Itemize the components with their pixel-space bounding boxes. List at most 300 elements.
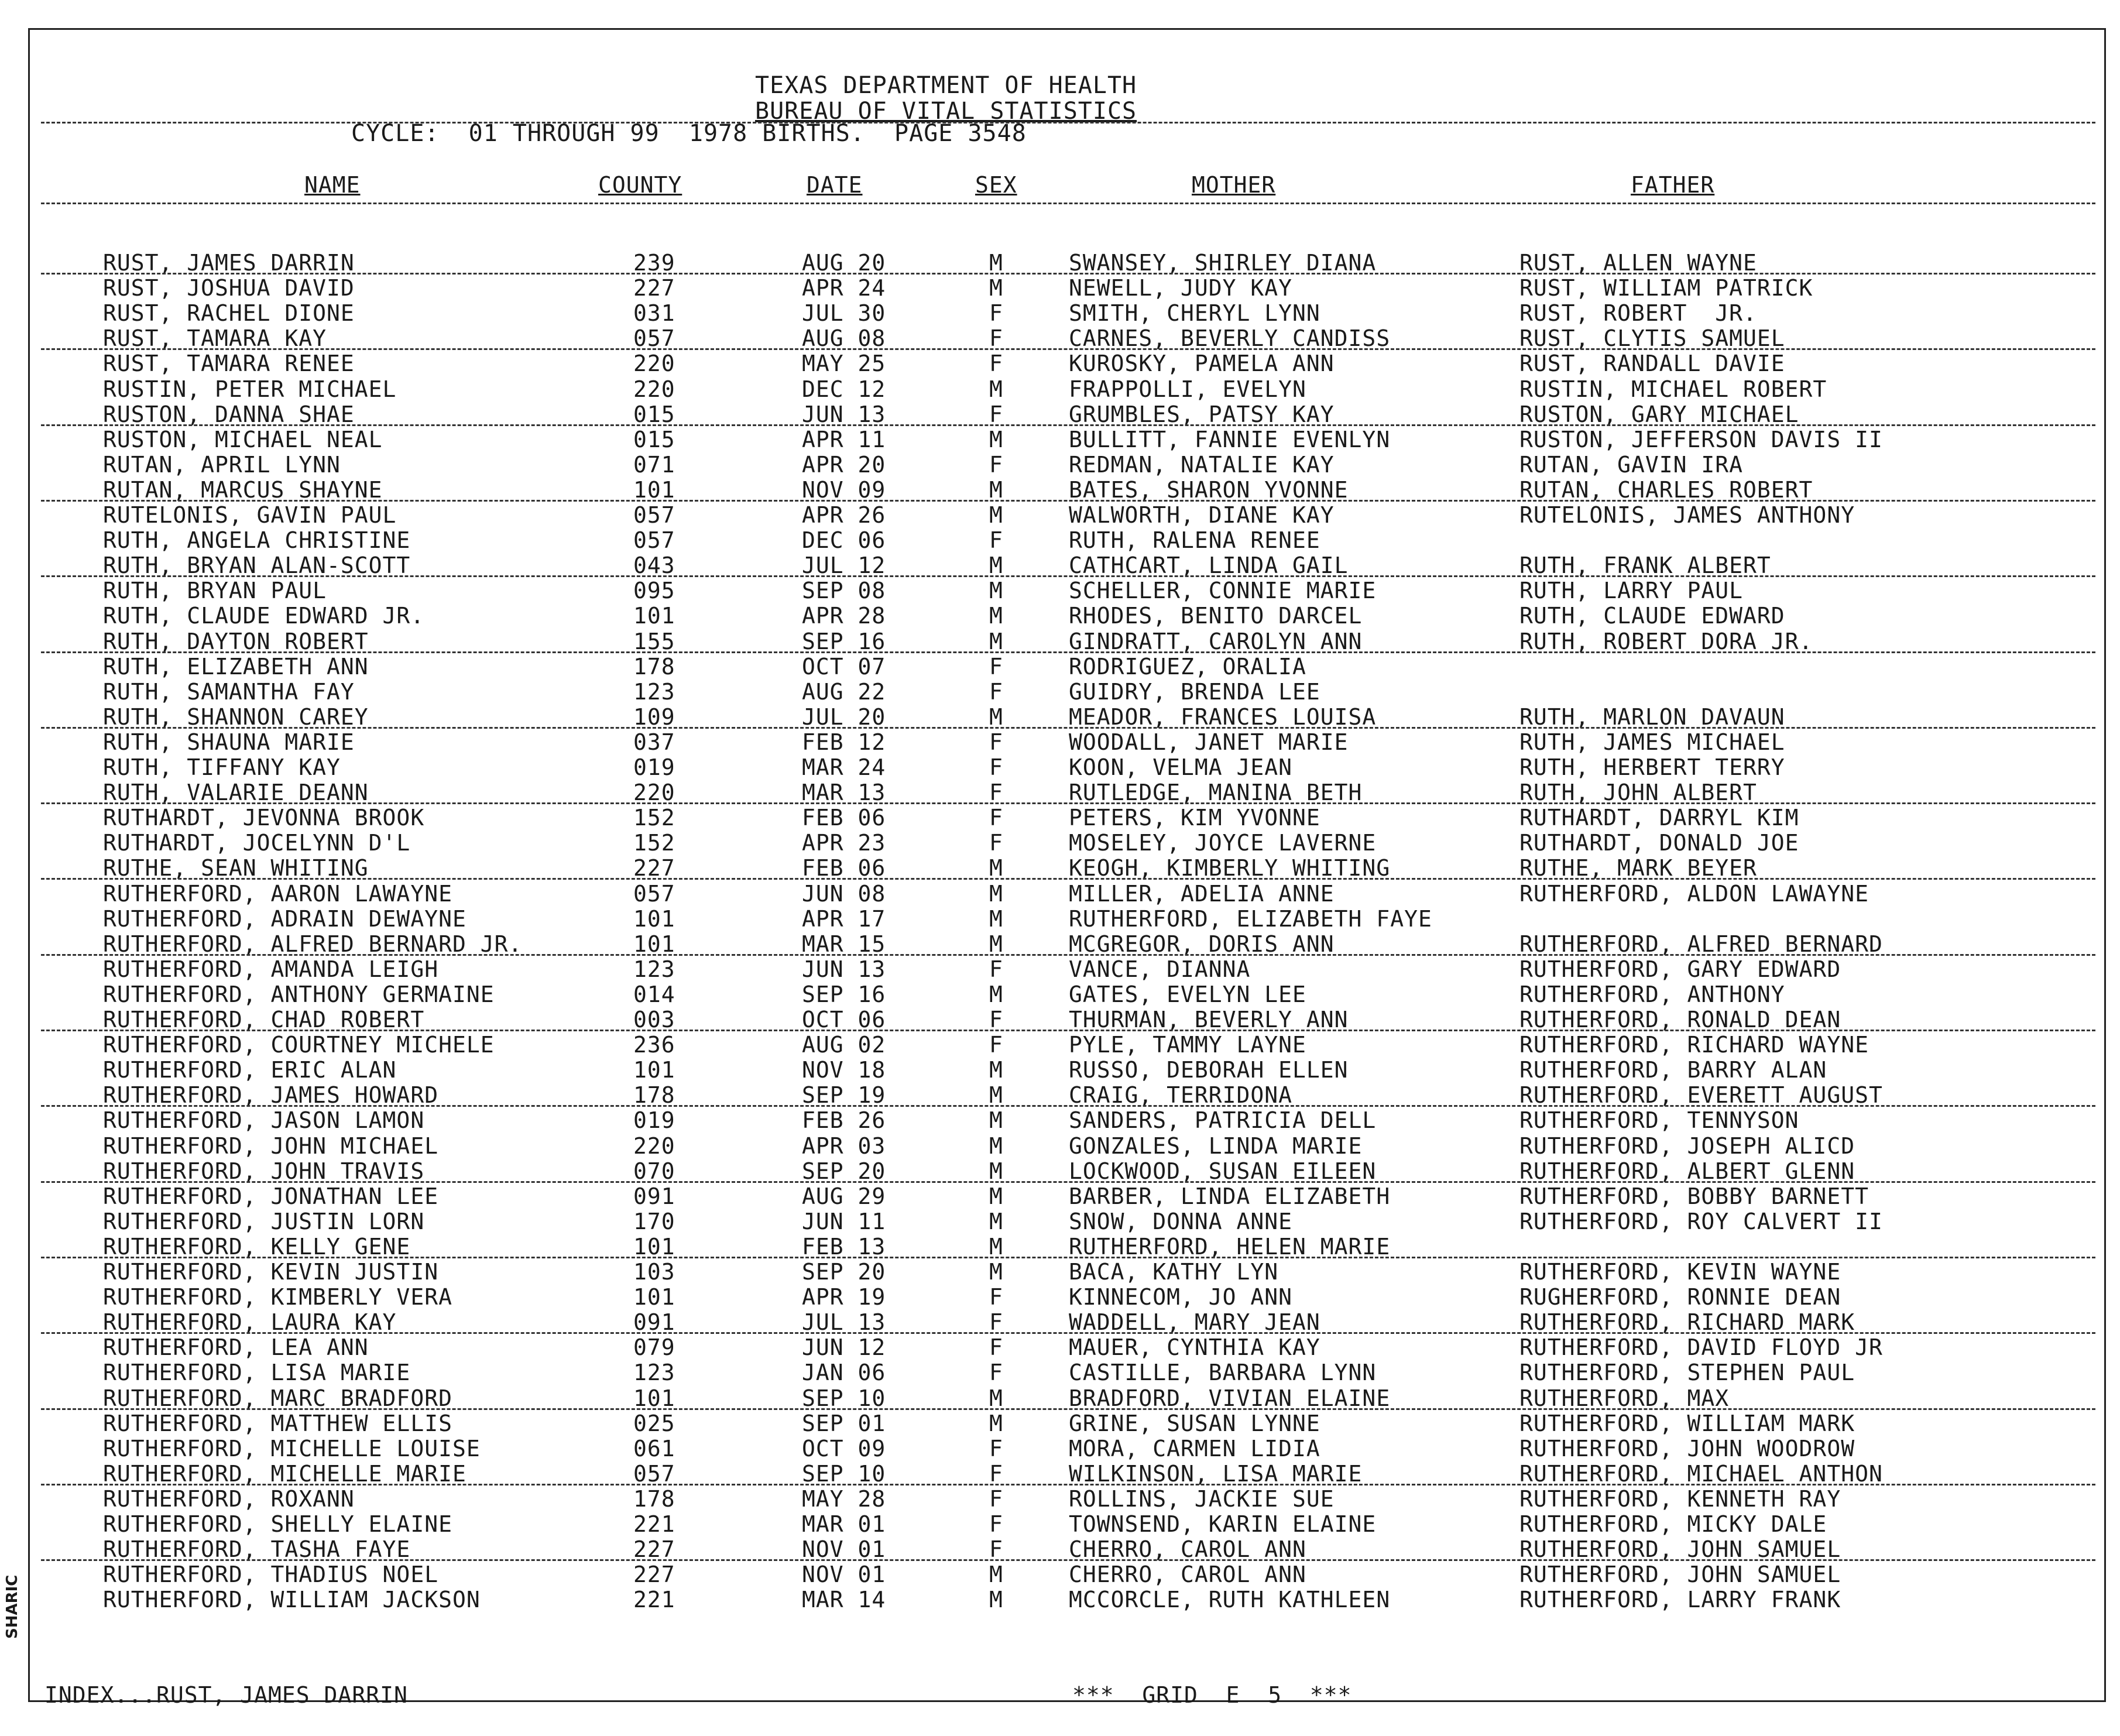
- cell-sex: F: [989, 956, 1003, 982]
- cell-date: AUG 08: [802, 325, 886, 352]
- table-row: [0, 553, 2120, 578]
- cell-mother: SNOW, DONNA ANNE: [1069, 1208, 1293, 1234]
- table-row: [0, 831, 2120, 856]
- cell-father: RUST, ALLEN WAYNE: [1519, 250, 1757, 276]
- cell-name: RUTHERFORD, COURTNEY MICHELE: [103, 1032, 495, 1058]
- cell-mother: SWANSEY, SHIRLEY DIANA: [1069, 250, 1377, 276]
- cell-father: RUTHERFORD, TENNYSON: [1519, 1107, 1799, 1134]
- table-row: [0, 730, 2120, 755]
- cell-county: 220: [633, 376, 675, 402]
- cell-mother: BARBER, LINDA ELIZABETH: [1069, 1183, 1391, 1209]
- cell-date: MAR 13: [802, 780, 886, 806]
- cell-county: 101: [633, 1284, 675, 1310]
- cell-name: RUST, TAMARA RENEE: [103, 351, 355, 377]
- row-group-divider: [41, 424, 2095, 426]
- cell-sex: F: [989, 754, 1003, 780]
- cell-father: RUGHERFORD, RONNIE DEAN: [1519, 1284, 1841, 1310]
- cell-date: OCT 07: [802, 653, 886, 680]
- cell-mother: KOON, VELMA JEAN: [1069, 754, 1293, 780]
- cell-sex: M: [989, 931, 1003, 957]
- cell-name: RUTHERFORD, WILLIAM JACKSON: [103, 1587, 481, 1613]
- cell-father: RUTHARDT, DONALD JOE: [1519, 830, 1799, 856]
- cell-county: 103: [633, 1259, 675, 1285]
- cell-sex: M: [989, 376, 1003, 402]
- cell-date: NOV 18: [802, 1057, 886, 1083]
- table-row: [0, 1411, 2120, 1436]
- cell-date: NOV 09: [802, 476, 886, 503]
- cell-mother: WILKINSON, LISA MARIE: [1069, 1460, 1363, 1487]
- cell-date: SEP 10: [802, 1385, 886, 1411]
- cell-county: 061: [633, 1435, 675, 1461]
- table-row: [0, 907, 2120, 932]
- cell-mother: CATHCART, LINDA GAIL: [1069, 553, 1349, 579]
- table-row: [0, 654, 2120, 680]
- cell-county: 025: [633, 1410, 675, 1436]
- header-agency: TEXAS DEPARTMENT OF HEALTH: [755, 72, 1137, 99]
- table-row: [0, 1260, 2120, 1285]
- column-header-mother: MOTHER: [1192, 172, 1276, 198]
- cell-county: 101: [633, 905, 675, 932]
- table-row: [0, 603, 2120, 629]
- table-row: [0, 377, 2120, 402]
- cell-date: MAY 25: [802, 351, 886, 377]
- cell-county: 227: [633, 275, 675, 301]
- cell-sex: M: [989, 275, 1003, 301]
- table-row: [0, 251, 2120, 276]
- cell-county: 221: [633, 1587, 675, 1613]
- table-row: [0, 957, 2120, 982]
- row-group-divider: [41, 1408, 2095, 1410]
- cell-father: RUTHERFORD, DAVID FLOYD JR: [1519, 1334, 1883, 1361]
- cell-father: RUTHERFORD, RICHARD MARK: [1519, 1309, 1855, 1336]
- cell-mother: GRUMBLES, PATSY KAY: [1069, 401, 1335, 427]
- cell-county: 031: [633, 300, 675, 327]
- cell-name: RUTHERFORD, JOHN MICHAEL: [103, 1133, 439, 1159]
- table-row: [0, 629, 2120, 654]
- cell-mother: GONZALES, LINDA MARIE: [1069, 1133, 1363, 1159]
- cell-mother: GUIDRY, BRENDA LEE: [1069, 678, 1320, 705]
- cell-name: RUTHERFORD, THADIUS NOEL: [103, 1562, 439, 1588]
- row-group-divider: [41, 1559, 2095, 1561]
- cell-mother: RHODES, BENITO DARCEL: [1069, 603, 1363, 629]
- table-row: [0, 1234, 2120, 1260]
- cell-county: 091: [633, 1309, 675, 1336]
- cell-father: RUTH, FRANK ALBERT: [1519, 553, 1771, 579]
- cell-county: 239: [633, 250, 675, 276]
- cell-mother: TOWNSEND, KARIN ELAINE: [1069, 1511, 1377, 1537]
- cell-name: RUTHERFORD, ROXANN: [103, 1485, 355, 1512]
- cell-date: JUL 12: [802, 553, 886, 579]
- row-group-divider: [41, 1257, 2095, 1258]
- cell-name: RUTHERFORD, MICHELLE LOUISE: [103, 1435, 481, 1461]
- cell-father: RUTHERFORD, BOBBY BARNETT: [1519, 1183, 1869, 1209]
- cell-date: JAN 06: [802, 1360, 886, 1386]
- cell-sex: M: [989, 704, 1003, 730]
- cell-sex: M: [989, 1562, 1003, 1588]
- table-row: [0, 402, 2120, 427]
- cell-county: 057: [633, 502, 675, 528]
- cell-date: AUG 02: [802, 1032, 886, 1058]
- cell-father: RUTH, ROBERT DORA JR.: [1519, 628, 1813, 654]
- row-group-divider: [41, 575, 2095, 577]
- table-row: [0, 1083, 2120, 1108]
- table-row: [0, 1537, 2120, 1562]
- cell-county: 019: [633, 754, 675, 780]
- cell-father: RUTHERFORD, KENNETH RAY: [1519, 1485, 1841, 1512]
- cell-mother: SMITH, CHERYL LYNN: [1069, 300, 1320, 327]
- row-group-divider: [41, 1030, 2095, 1031]
- row-group-divider: [41, 273, 2095, 275]
- row-group-divider: [41, 1484, 2095, 1485]
- cell-name: RUTHERFORD, MARC BRADFORD: [103, 1385, 452, 1411]
- cell-name: RUTHERFORD, JUSTIN LORN: [103, 1208, 425, 1234]
- cell-mother: RUSSO, DEBORAH ELLEN: [1069, 1057, 1349, 1083]
- cell-county: 101: [633, 931, 675, 957]
- cell-father: RUTHERFORD, ANTHONY: [1519, 981, 1785, 1007]
- cell-name: RUST, RACHEL DIONE: [103, 300, 355, 327]
- table-row: [0, 1335, 2120, 1360]
- cell-father: RUTHERFORD, JOHN SAMUEL: [1519, 1562, 1841, 1588]
- cell-sex: M: [989, 426, 1003, 452]
- cell-name: RUTH, DAYTON ROBERT: [103, 628, 369, 654]
- table-row: [0, 1108, 2120, 1133]
- cell-father: RUTH, JAMES MICHAEL: [1519, 729, 1785, 755]
- table-row: [0, 1487, 2120, 1512]
- table-row: [0, 1461, 2120, 1487]
- cell-name: RUTHARDT, JOCELYNN D'L: [103, 830, 411, 856]
- cell-date: SEP 10: [802, 1460, 886, 1487]
- cell-county: 109: [633, 704, 675, 730]
- row-group-divider: [41, 1332, 2095, 1334]
- table-row: [0, 478, 2120, 503]
- cell-mother: FRAPPOLLI, EVELYN: [1069, 376, 1306, 402]
- cell-sex: M: [989, 1233, 1003, 1260]
- cell-sex: M: [989, 880, 1003, 907]
- cell-sex: F: [989, 300, 1003, 327]
- cell-date: NOV 01: [802, 1562, 886, 1588]
- cell-county: 070: [633, 1158, 675, 1184]
- cell-date: JUL 13: [802, 1309, 886, 1336]
- cell-name: RUTHERFORD, CHAD ROBERT: [103, 1007, 425, 1032]
- table-row: [0, 503, 2120, 528]
- cell-father: RUTHERFORD, MICKY DALE: [1519, 1511, 1827, 1537]
- cell-name: RUTHERFORD, SHELLY ELAINE: [103, 1511, 452, 1537]
- cell-father: RUTHERFORD, STEPHEN PAUL: [1519, 1360, 1855, 1386]
- cell-date: DEC 06: [802, 527, 886, 554]
- cell-date: APR 03: [802, 1133, 886, 1159]
- cell-mother: RUTHERFORD, ELIZABETH FAYE: [1069, 905, 1432, 932]
- table-row: [0, 755, 2120, 780]
- cell-county: 101: [633, 1233, 675, 1260]
- table-row: [0, 1436, 2120, 1461]
- cell-date: MAR 14: [802, 1587, 886, 1613]
- cell-father: RUTHERFORD, EVERETT AUGUST: [1519, 1082, 1883, 1109]
- cell-date: JUL 30: [802, 300, 886, 327]
- table-row: [0, 351, 2120, 376]
- cell-mother: RUTHERFORD, HELEN MARIE: [1069, 1233, 1391, 1260]
- table-row: [0, 1209, 2120, 1234]
- cell-date: SEP 19: [802, 1082, 886, 1109]
- cell-county: 178: [633, 1082, 675, 1109]
- cell-father: RUST, ROBERT JR.: [1519, 300, 1757, 327]
- cell-date: JUN 08: [802, 880, 886, 907]
- table-row: [0, 276, 2120, 301]
- cell-father: RUTHERFORD, JOHN WOODROW: [1519, 1435, 1855, 1461]
- cell-county: 170: [633, 1208, 675, 1234]
- cell-date: SEP 01: [802, 1410, 886, 1436]
- row-group-divider: [41, 1181, 2095, 1183]
- cell-county: 079: [633, 1334, 675, 1361]
- cell-date: SEP 16: [802, 981, 886, 1007]
- cell-date: APR 23: [802, 830, 886, 856]
- table-row: [0, 528, 2120, 553]
- cell-name: RUTH, SAMANTHA FAY: [103, 678, 355, 705]
- cell-sex: F: [989, 780, 1003, 806]
- cell-name: RUTH, SHAUNA MARIE: [103, 729, 355, 755]
- cell-date: SEP 16: [802, 628, 886, 654]
- cell-mother: BACA, KATHY LYN: [1069, 1259, 1279, 1285]
- cell-sex: M: [989, 578, 1003, 604]
- cell-mother: KINNECOM, JO ANN: [1069, 1284, 1293, 1310]
- cell-date: JUN 13: [802, 401, 886, 427]
- column-header-name: NAME: [304, 172, 361, 198]
- cell-sex: F: [989, 1485, 1003, 1512]
- cell-sex: F: [989, 401, 1003, 427]
- cell-sex: M: [989, 1587, 1003, 1613]
- cell-father: RUTHE, MARK BEYER: [1519, 855, 1757, 881]
- cell-mother: ROLLINS, JACKIE SUE: [1069, 1485, 1335, 1512]
- table-row: [0, 1360, 2120, 1385]
- cell-sex: F: [989, 805, 1003, 831]
- cell-date: APR 11: [802, 426, 886, 452]
- row-group-divider: [41, 651, 2095, 653]
- table-row: [0, 1007, 2120, 1032]
- cell-sex: M: [989, 1410, 1003, 1436]
- cell-sex: M: [989, 1082, 1003, 1109]
- cell-date: FEB 26: [802, 1107, 886, 1134]
- cell-name: RUTHERFORD, KELLY GENE: [103, 1233, 411, 1260]
- cell-county: 101: [633, 603, 675, 629]
- cell-county: 123: [633, 678, 675, 705]
- cell-sex: M: [989, 905, 1003, 932]
- cell-name: RUST, JOSHUA DAVID: [103, 275, 355, 301]
- cell-sex: F: [989, 1460, 1003, 1487]
- cell-father: RUTHERFORD, KEVIN WAYNE: [1519, 1259, 1841, 1285]
- cell-name: RUTHERFORD, MATTHEW ELLIS: [103, 1410, 452, 1436]
- cell-sex: F: [989, 325, 1003, 352]
- cell-name: RUTHERFORD, ADRAIN DEWAYNE: [103, 905, 466, 932]
- cell-mother: MILLER, ADELIA ANNE: [1069, 880, 1335, 907]
- cell-county: 057: [633, 325, 675, 352]
- cell-father: RUTHERFORD, MAX: [1519, 1385, 1730, 1411]
- cell-sex: M: [989, 603, 1003, 629]
- cell-mother: RODRIGUEZ, ORALIA: [1069, 653, 1306, 680]
- cell-name: RUTHERFORD, LAURA KAY: [103, 1309, 397, 1336]
- cell-county: 220: [633, 351, 675, 377]
- cell-date: APR 26: [802, 502, 886, 528]
- cell-county: 071: [633, 451, 675, 478]
- column-header-county: COUNTY: [598, 172, 682, 198]
- table-row: [0, 856, 2120, 881]
- table-row: [0, 881, 2120, 907]
- cell-date: OCT 06: [802, 1007, 886, 1032]
- cell-father: RUTELONIS, JAMES ANTHONY: [1519, 502, 1855, 528]
- cell-name: RUTH, ELIZABETH ANN: [103, 653, 369, 680]
- cell-name: RUTH, BRYAN PAUL: [103, 578, 327, 604]
- row-group-divider: [41, 802, 2095, 804]
- cell-date: APR 19: [802, 1284, 886, 1310]
- cell-sex: F: [989, 1360, 1003, 1386]
- cell-name: RUTHERFORD, LEA ANN: [103, 1334, 369, 1361]
- cell-father: RUST, WILLIAM PATRICK: [1519, 275, 1813, 301]
- table-row: [0, 932, 2120, 957]
- cell-sex: F: [989, 527, 1003, 554]
- cell-county: 015: [633, 426, 675, 452]
- cell-father: RUTHERFORD, MICHAEL ANTHON: [1519, 1460, 1883, 1487]
- table-row: [0, 427, 2120, 452]
- table-row: [0, 1512, 2120, 1537]
- cell-father: RUTHERFORD, ALBERT GLENN: [1519, 1158, 1855, 1184]
- cell-sex: F: [989, 1536, 1003, 1563]
- cell-date: FEB 13: [802, 1233, 886, 1260]
- cell-sex: F: [989, 1334, 1003, 1361]
- cell-mother: MAUER, CYNTHIA KAY: [1069, 1334, 1320, 1361]
- cell-mother: MCCORCLE, RUTH KATHLEEN: [1069, 1587, 1391, 1613]
- cell-date: MAR 01: [802, 1511, 886, 1537]
- table-row: [0, 578, 2120, 603]
- cell-mother: GATES, EVELYN LEE: [1069, 981, 1306, 1007]
- column-header-sex: SEX: [975, 172, 1017, 198]
- cell-county: 043: [633, 553, 675, 579]
- cell-father: RUTHERFORD, ALDON LAWAYNE: [1519, 880, 1869, 907]
- cell-mother: MEADOR, FRANCES LOUISA: [1069, 704, 1377, 730]
- cell-sex: F: [989, 653, 1003, 680]
- cell-mother: CHERRO, CAROL ANN: [1069, 1562, 1306, 1588]
- cell-sex: F: [989, 678, 1003, 705]
- cell-name: RUTHERFORD, ALFRED BERNARD JR.: [103, 931, 523, 957]
- cell-county: 014: [633, 981, 675, 1007]
- table-row: [0, 1310, 2120, 1335]
- cell-date: APR 24: [802, 275, 886, 301]
- cell-county: 101: [633, 476, 675, 503]
- cell-sex: M: [989, 1107, 1003, 1134]
- cell-father: RUTHERFORD, BARRY ALAN: [1519, 1057, 1827, 1083]
- cell-date: MAR 15: [802, 931, 886, 957]
- cell-county: 095: [633, 578, 675, 604]
- cell-date: SEP 20: [802, 1259, 886, 1285]
- table-row: [0, 805, 2120, 831]
- cell-mother: BRADFORD, VIVIAN ELAINE: [1069, 1385, 1391, 1411]
- cell-mother: CHERRO, CAROL ANN: [1069, 1536, 1306, 1563]
- cell-father: RUTH, LARRY PAUL: [1519, 578, 1744, 604]
- cell-mother: BATES, SHARON YVONNE: [1069, 476, 1349, 503]
- cell-date: JUN 12: [802, 1334, 886, 1361]
- cell-name: RUTHARDT, JEVONNA BROOK: [103, 805, 425, 831]
- cell-name: RUTH, ANGELA CHRISTINE: [103, 527, 411, 554]
- table-row: [0, 1587, 2120, 1613]
- cell-county: 236: [633, 1032, 675, 1058]
- table-row: [0, 1386, 2120, 1411]
- cell-date: AUG 29: [802, 1183, 886, 1209]
- cell-sex: F: [989, 1511, 1003, 1537]
- cell-sex: M: [989, 1259, 1003, 1285]
- cell-name: RUTH, CLAUDE EDWARD JR.: [103, 603, 425, 629]
- cell-name: RUTHERFORD, ERIC ALAN: [103, 1057, 397, 1083]
- cell-father: RUTH, HERBERT TERRY: [1519, 754, 1785, 780]
- cell-sex: M: [989, 553, 1003, 579]
- cell-name: RUTH, BRYAN ALAN-SCOTT: [103, 553, 411, 579]
- cell-name: RUTHERFORD, TASHA FAYE: [103, 1536, 411, 1563]
- cell-date: DEC 12: [802, 376, 886, 402]
- cell-name: RUTHERFORD, AMANDA LEIGH: [103, 956, 439, 982]
- cell-sex: F: [989, 830, 1003, 856]
- cell-county: 221: [633, 1511, 675, 1537]
- table-row: [0, 1285, 2120, 1310]
- cell-sex: M: [989, 981, 1003, 1007]
- cell-name: RUTHE, SEAN WHITING: [103, 855, 369, 881]
- cell-sex: F: [989, 1435, 1003, 1461]
- cell-father: RUSTON, JEFFERSON DAVIS II: [1519, 426, 1883, 452]
- table-row: [0, 326, 2120, 351]
- cell-county: 003: [633, 1007, 675, 1032]
- table-row: [0, 301, 2120, 326]
- cell-name: RUST, TAMARA KAY: [103, 325, 327, 352]
- cell-sex: M: [989, 250, 1003, 276]
- cell-mother: WALWORTH, DIANE KAY: [1069, 502, 1335, 528]
- cell-mother: RUTLEDGE, MANINA BETH: [1069, 780, 1363, 806]
- cell-county: 123: [633, 956, 675, 982]
- footer-grid: *** GRID E 5 ***: [1072, 1682, 1352, 1708]
- cell-date: FEB 12: [802, 729, 886, 755]
- cell-county: 220: [633, 780, 675, 806]
- cell-county: 178: [633, 1485, 675, 1512]
- cell-sex: F: [989, 351, 1003, 377]
- cell-name: RUSTON, MICHAEL NEAL: [103, 426, 383, 452]
- cell-name: RUTELONIS, GAVIN PAUL: [103, 502, 397, 528]
- row-group-divider: [41, 727, 2095, 729]
- header-bureau: BUREAU OF VITAL STATISTICS: [755, 98, 1137, 125]
- cell-mother: RUTH, RALENA RENEE: [1069, 527, 1320, 554]
- cell-mother: CARNES, BEVERLY CANDISS: [1069, 325, 1391, 352]
- cell-date: APR 17: [802, 905, 886, 932]
- cell-county: 057: [633, 880, 675, 907]
- cell-father: RUTHERFORD, JOSEPH ALICD: [1519, 1133, 1855, 1159]
- table-row: [0, 1184, 2120, 1209]
- cell-mother: GINDRATT, CAROLYN ANN: [1069, 628, 1363, 654]
- cell-father: RUTHERFORD, JOHN SAMUEL: [1519, 1536, 1841, 1563]
- cell-mother: KEOGH, KIMBERLY WHITING: [1069, 855, 1391, 881]
- cell-father: RUTHERFORD, ROY CALVERT II: [1519, 1208, 1883, 1234]
- cell-date: AUG 22: [802, 678, 886, 705]
- cell-father: RUST, RANDALL DAVIE: [1519, 351, 1785, 377]
- cell-mother: MOSELEY, JOYCE LAVERNE: [1069, 830, 1377, 856]
- cell-county: 227: [633, 1536, 675, 1563]
- cell-sex: M: [989, 1183, 1003, 1209]
- cell-sex: M: [989, 1385, 1003, 1411]
- cell-date: SEP 08: [802, 578, 886, 604]
- cell-county: 057: [633, 1460, 675, 1487]
- row-group-divider: [41, 954, 2095, 956]
- cell-mother: GRINE, SUSAN LYNNE: [1069, 1410, 1320, 1436]
- cell-mother: WADDELL, MARY JEAN: [1069, 1309, 1320, 1336]
- cell-mother: NEWELL, JUDY KAY: [1069, 275, 1293, 301]
- cell-name: RUTAN, MARCUS SHAYNE: [103, 476, 383, 503]
- cell-father: RUSTIN, MICHAEL ROBERT: [1519, 376, 1827, 402]
- cell-date: JUN 13: [802, 956, 886, 982]
- cell-date: JUL 20: [802, 704, 886, 730]
- column-header-date: DATE: [807, 172, 863, 198]
- cell-date: APR 20: [802, 451, 886, 478]
